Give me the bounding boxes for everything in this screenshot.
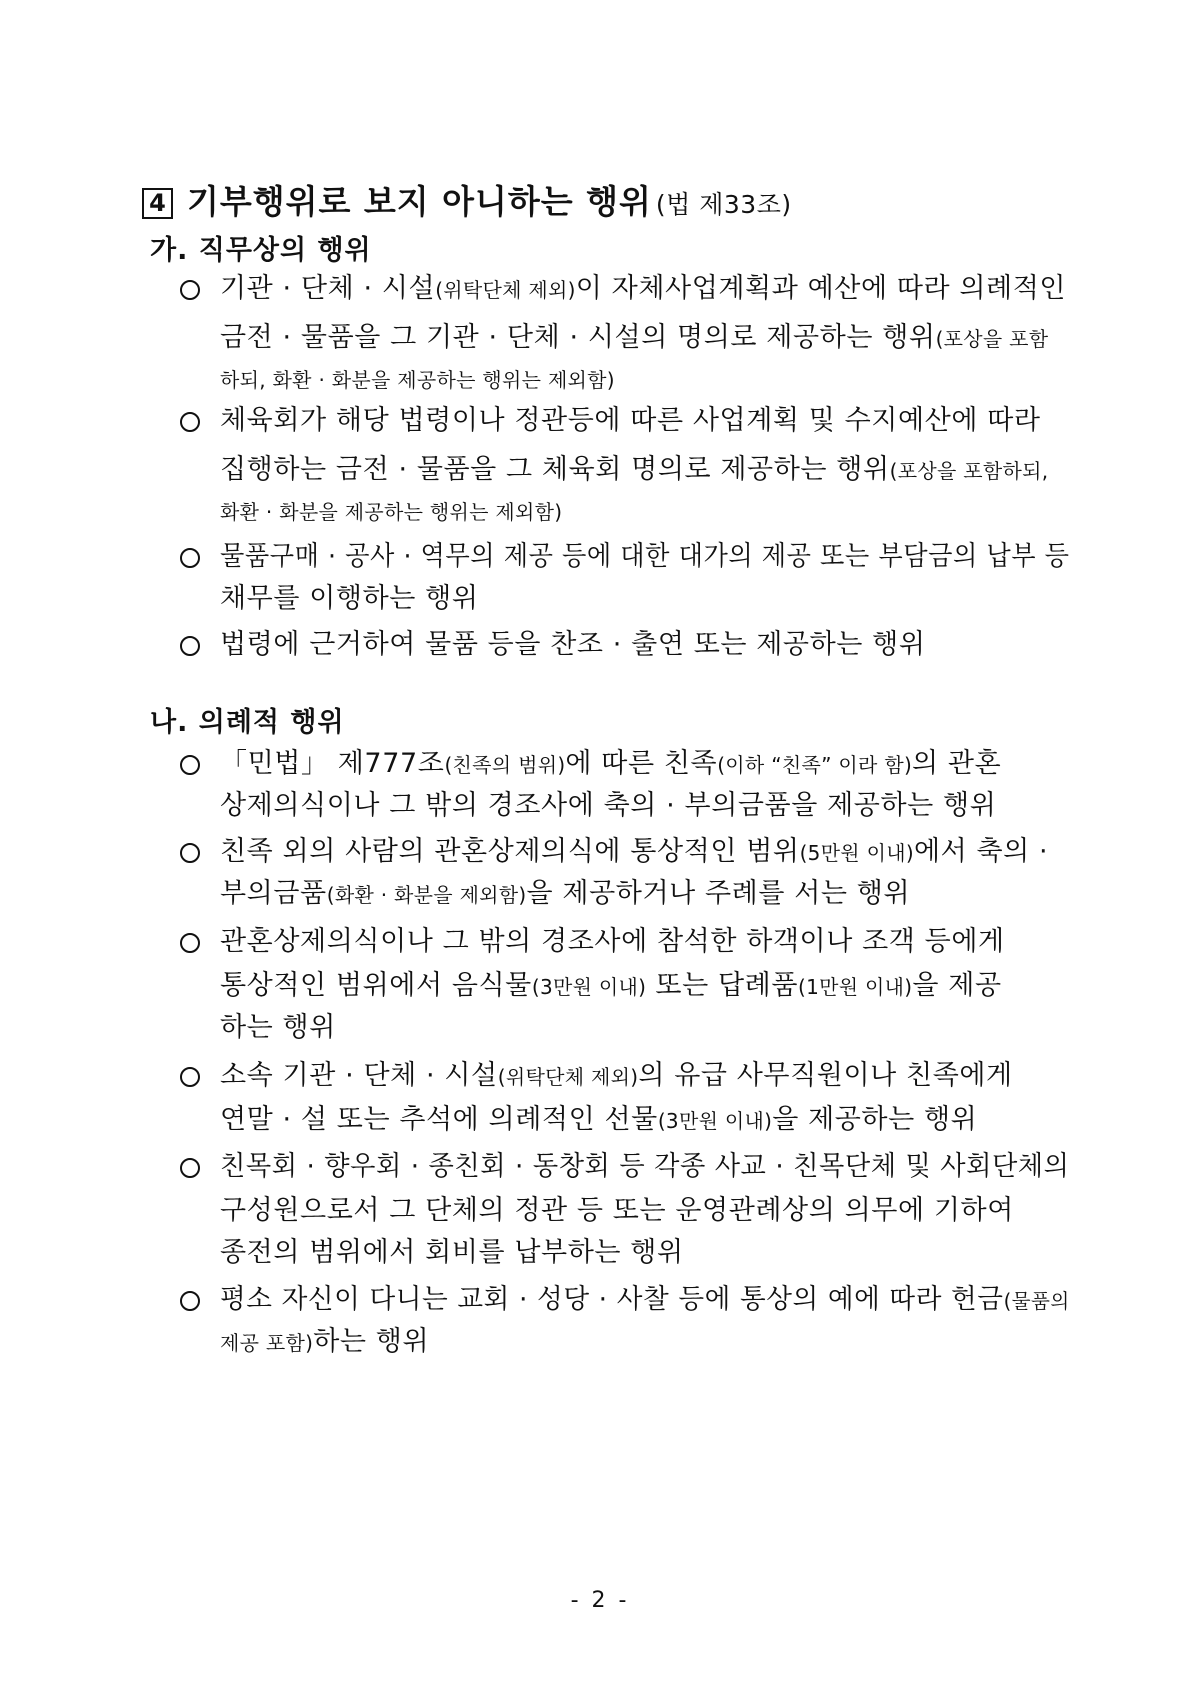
item-text-line — [220, 969, 1002, 1004]
bullet-circle-icon — [180, 280, 200, 300]
item-text-line — [220, 1103, 977, 1138]
item-text-line — [220, 404, 1041, 438]
text-run: 이 자체사업계획과 예산에 따라 의례적인 — [575, 273, 1067, 304]
text-run: 하는 행위 — [220, 1012, 336, 1043]
text-run: 에서 축의 · — [913, 836, 1049, 867]
parenthetical-note: 하되, 화환 · 화분을 제공하는 행위는 제외함) — [220, 368, 615, 392]
item-text-line — [220, 582, 479, 616]
text-run: 을 제공 — [912, 970, 1002, 1001]
text-run: 종전의 범위에서 회비를 납부하는 행위 — [220, 1237, 684, 1268]
parenthetical-note: (이하 “친족” 이라 함) — [717, 753, 913, 777]
text-run: 채무를 이행하는 행위 — [220, 583, 479, 614]
item-text-line — [220, 494, 562, 529]
item-text-line — [220, 747, 1001, 782]
text-run: 물품구매 · 공사 · 역무의 제공 등에 대한 대가의 제공 또는 부담금의 납부 등 — [220, 541, 1070, 572]
bullet-circle-icon — [180, 755, 200, 775]
item-text-line — [220, 877, 910, 912]
parenthetical-note: (물품의 — [1003, 1289, 1070, 1313]
text-run: 기관 · 단체 · 시설 — [220, 273, 436, 304]
text-run: 상제의식이나 그 밖의 경조사에 축의 · 부의금품을 제공하는 행위 — [220, 790, 997, 821]
parenthetical-note: (포상을 포함 — [935, 327, 1049, 351]
text-run: 법령에 근거하여 물품 등을 찬조 · 출연 또는 제공하는 행위 — [220, 629, 926, 660]
parenthetical-note: (1만원 이내) — [798, 975, 913, 999]
item-text-line — [220, 1194, 1014, 1228]
parenthetical-note: 제공 포함) — [220, 1331, 314, 1355]
text-run: 관혼상제의식이나 그 밖의 경조사에 참석한 하객이나 조객 등에게 — [220, 926, 1005, 957]
parenthetical-note: (3만원 이내) — [657, 1109, 773, 1133]
item-text-line — [220, 321, 1048, 356]
text-run: 을 제공하는 행위 — [772, 1104, 978, 1135]
text-run: 친족 외의 사람의 관혼상제의식에 통상적인 범위 — [220, 836, 800, 867]
item-text-line — [220, 362, 615, 397]
text-run: 집행하는 금전 · 물품을 그 체육회 명의로 제공하는 행위 — [220, 454, 890, 485]
page-number: - 2 - — [570, 1588, 630, 1613]
section-heading — [142, 176, 792, 223]
item-text-line — [220, 1011, 336, 1045]
bullet-circle-icon — [180, 636, 200, 656]
text-run: 구성원으로서 그 단체의 정관 등 또는 운영관례상의 의무에 기하여 — [220, 1195, 1014, 1226]
text-run: 평소 자신이 다니는 교회 · 성당 · 사찰 등에 통상의 예에 따라 헌금 — [220, 1284, 1004, 1315]
subsection-title: 가. 직무상의 행위 — [150, 235, 372, 266]
text-run: 또는 답례품 — [646, 970, 799, 1001]
parenthetical-note: 화환 · 화분을 제공하는 행위는 제외함) — [220, 500, 563, 524]
text-run: 의 유급 사무직원이나 친족에게 — [638, 1060, 1013, 1091]
item-text-line — [220, 272, 1066, 307]
bullet-circle-icon — [180, 933, 200, 953]
parenthetical-note: (화환 · 화분을 제외함) — [326, 883, 527, 907]
item-text-line — [220, 540, 1070, 574]
text-run: 「민법」 제777조 — [220, 748, 445, 779]
item-text-line — [220, 1150, 1070, 1184]
parenthetical-note: (3만원 이내) — [531, 975, 647, 999]
text-run: 하는 행위 — [313, 1326, 430, 1357]
text-run: 친목회 · 향우회 · 종친회 · 동창회 등 각종 사교 · 친목단체 및 사회단체의 — [220, 1151, 1070, 1182]
bullet-circle-icon — [180, 1067, 200, 1087]
item-text-line — [220, 1283, 1070, 1318]
text-run: 연말 · 설 또는 추석에 의례적인 선물 — [220, 1104, 658, 1135]
bullet-circle-icon — [180, 548, 200, 568]
bullet-circle-icon — [180, 412, 200, 432]
heading-title: 기부행위로 보지 아니하는 행위 — [187, 182, 652, 221]
item-text-line — [220, 925, 1005, 959]
item-text-line — [220, 789, 996, 823]
item-text-line — [220, 628, 926, 662]
subsection-title: 나. 의례적 행위 — [150, 707, 345, 738]
bullet-circle-icon — [180, 843, 200, 863]
text-run: 금전 · 물품을 그 기관 · 단체 · 시설의 명의로 제공하는 행위 — [220, 322, 936, 353]
item-text-line — [220, 453, 1048, 488]
parenthetical-note: (친족의 범위) — [444, 753, 566, 777]
item-text-line — [220, 1059, 1013, 1094]
parenthetical-note: (포상을 포함하되, — [889, 459, 1049, 483]
text-run: 체육회가 해당 법령이나 정관등에 따른 사업계획 및 수지예산에 따라 — [220, 405, 1041, 436]
bullet-circle-icon — [180, 1291, 200, 1311]
text-run: 의 관혼 — [912, 748, 1002, 779]
bullet-circle-icon — [180, 1158, 200, 1178]
law-reference: (법 제33조) — [655, 190, 792, 219]
parenthetical-note: (5만원 이내) — [799, 841, 914, 865]
text-run: 부의금품 — [220, 878, 327, 909]
text-run: 에 따른 친족 — [565, 748, 718, 779]
text-run: 통상적인 범위에서 음식물 — [220, 970, 532, 1001]
parenthetical-note: (위탁단체 제외) — [497, 1065, 639, 1089]
text-run: 을 제공하거나 주례를 서는 행위 — [526, 878, 911, 909]
item-text-line — [220, 1236, 684, 1270]
item-text-line — [220, 1325, 429, 1360]
item-text-line — [220, 835, 1048, 870]
boxed-number: 4 — [142, 188, 173, 219]
text-run: 소속 기관 · 단체 · 시설 — [220, 1060, 498, 1091]
parenthetical-note: (위탁단체 제외) — [435, 278, 576, 302]
